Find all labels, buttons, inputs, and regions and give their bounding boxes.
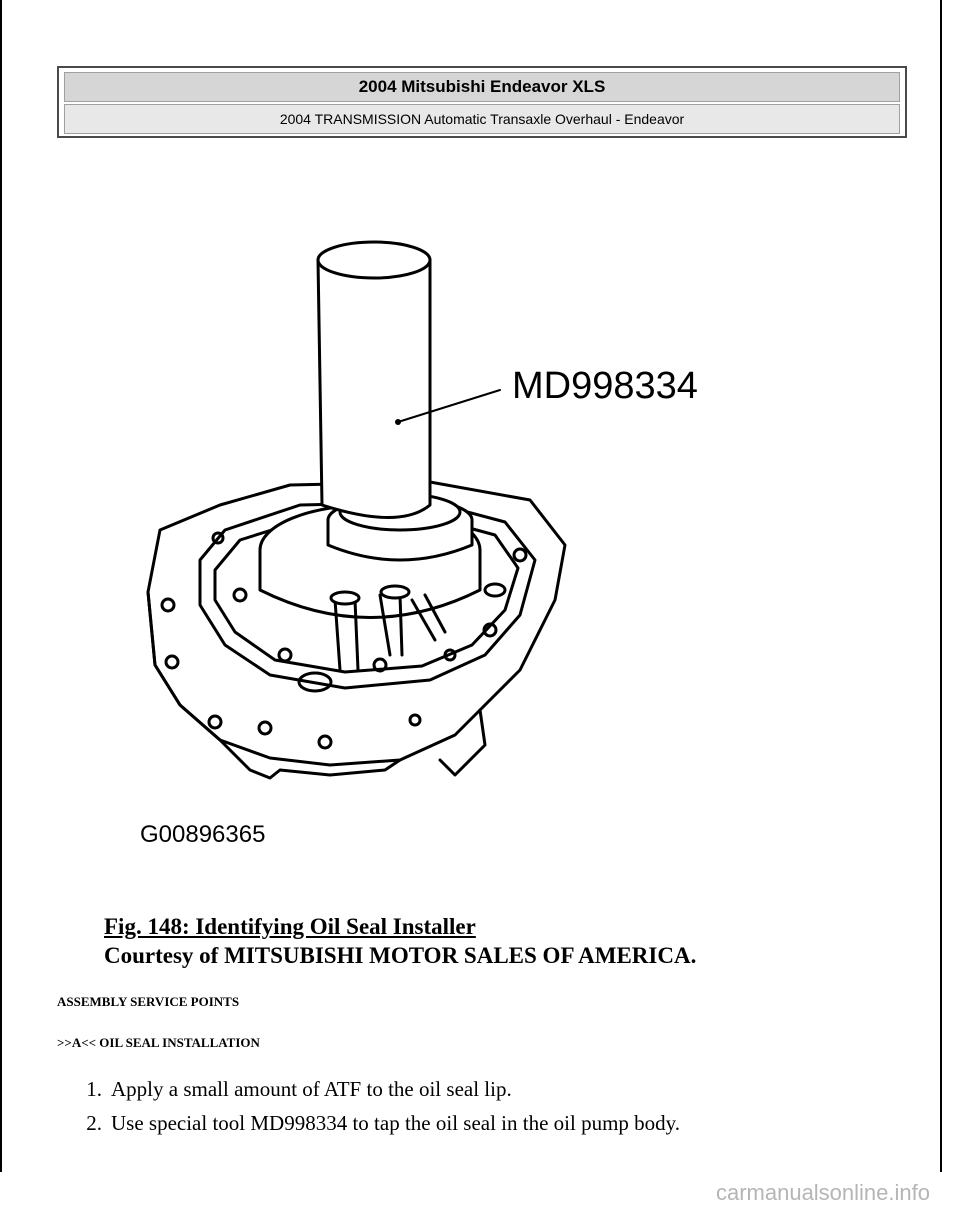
oil-seal-installer-figure — [100, 200, 780, 880]
header-subtitle: 2004 TRANSMISSION Automatic Transaxle Overhaul - Endeavor — [64, 104, 900, 134]
section-heading-oil-seal: >>A<< OIL SEAL INSTALLATION — [57, 1035, 260, 1050]
step-text: Apply a small amount of ATF to the oil seal lip. — [111, 1077, 512, 1101]
page-border-left — [0, 0, 2, 1172]
step-number: 2. — [86, 1111, 102, 1135]
page-border-right — [940, 0, 942, 1172]
step-number: 1. — [86, 1077, 102, 1101]
figure-caption-title: Fig. 148: Identifying Oil Seal Installer — [104, 914, 476, 939]
section-heading-assembly: ASSEMBLY SERVICE POINTS — [57, 994, 240, 1009]
header-title: 2004 Mitsubishi Endeavor XLS — [64, 72, 900, 102]
procedure-steps — [57, 1072, 680, 1140]
tool-number-label: MD998334 — [512, 365, 698, 407]
document-header — [57, 66, 907, 138]
figure-caption-credit: Courtesy of MITSUBISHI MOTOR SALES OF AMERICA. — [104, 943, 697, 968]
oil-seal-installer-drawing — [100, 200, 780, 880]
step-text: Use special tool MD998334 to tap the oil seal in the oil pump body. — [111, 1111, 681, 1135]
procedure-step — [57, 1106, 680, 1140]
figure-image-code: G00896365 — [140, 821, 266, 848]
procedure-step — [57, 1072, 680, 1106]
site-watermark: carmanualsonline.info — [715, 1180, 930, 1205]
